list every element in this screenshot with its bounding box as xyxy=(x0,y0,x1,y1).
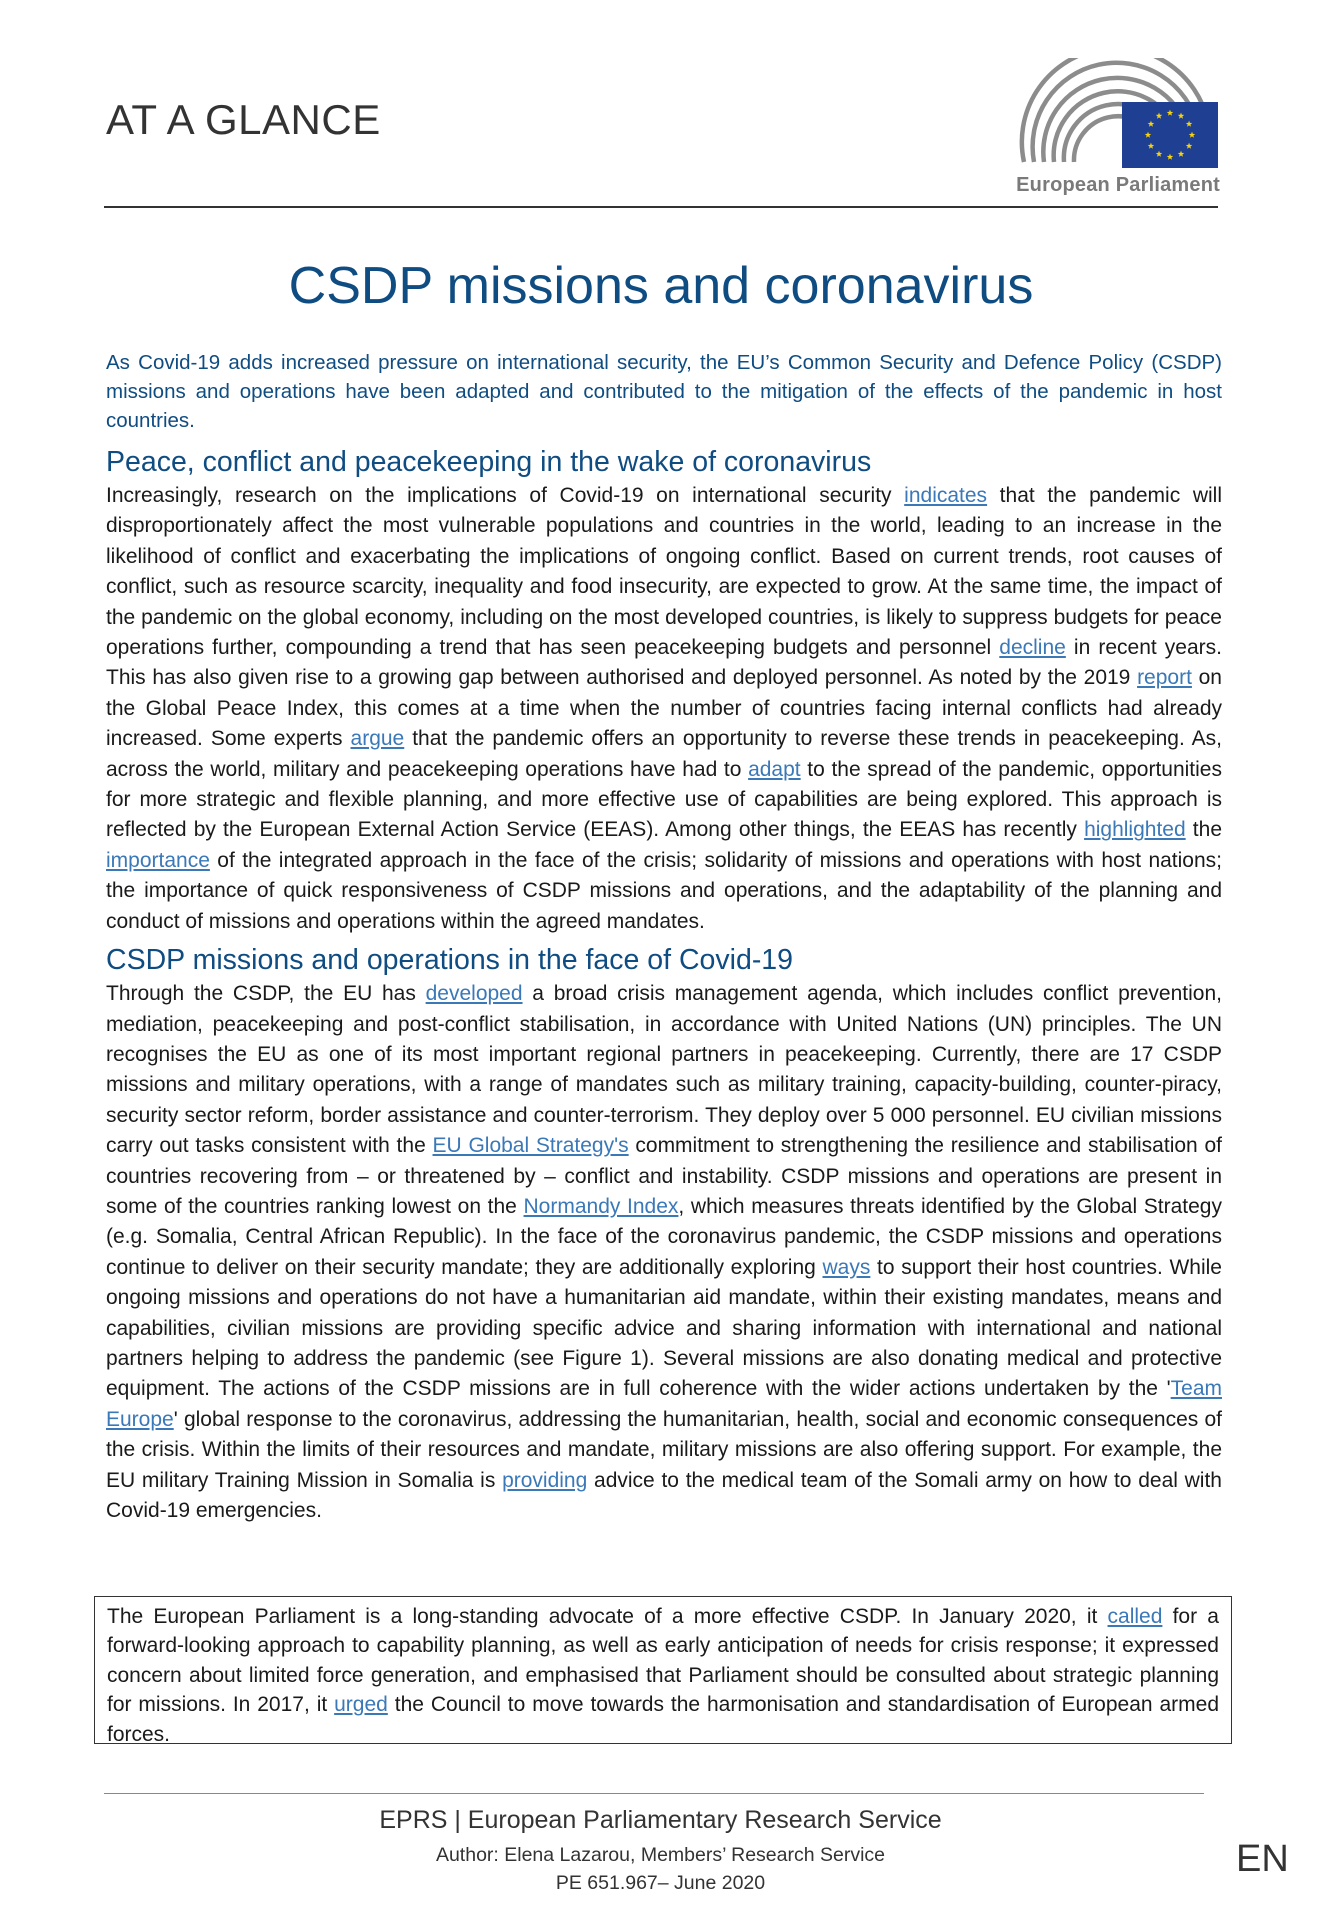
inline-link[interactable]: highlighted xyxy=(1084,818,1186,842)
inline-link[interactable]: decline xyxy=(999,636,1066,660)
inline-link[interactable]: urged xyxy=(334,1693,388,1717)
logo-text: European Parliament xyxy=(1016,174,1220,196)
inline-link[interactable]: indicates xyxy=(904,484,988,507)
parliament-position-box xyxy=(94,1596,1232,1744)
inline-link[interactable]: providing xyxy=(502,1468,588,1492)
text-run: commitment to strengthening the resilience and stabilisation of countries recovering from – or threatened by – conflict and instability. CSDP missions and operations are present in some of the countries ranking lowest on the xyxy=(106,1134,1222,1218)
text-run: the xyxy=(1185,818,1222,842)
footer-reference: PE 651.967– June 2020 xyxy=(555,1872,766,1894)
inline-link[interactable]: called xyxy=(1107,1605,1163,1628)
text-run: of the integrated approach in the face of the crisis; solidarity of missions and operations with host nations; the importance of quick responsiveness of CSDP missions and operations, and the adaptability of the planning and conduct of missions and operations within the agreed mandates. xyxy=(106,848,1222,933)
text-run: , which measures threats identified by the Global Strategy (e.g. Somalia, Central African Republic). In the face of the coronavirus pandemic, the CSDP missions and operations continue to deliver on their security mandate; they are additionally exploring xyxy=(106,1194,1222,1279)
inline-link[interactable]: report xyxy=(1137,666,1192,690)
main-content xyxy=(106,348,1222,1532)
section-paragraph-peace xyxy=(106,481,1222,937)
inline-link[interactable]: EU Global Strategy's xyxy=(432,1134,629,1158)
text-run: for a forward-looking approach to capability planning, as well as early anticipation of needs for crisis response; it expressed concern about limited force generation, and emphasised that Parliament should be consulted about strategic planning for missions. In 2017, it xyxy=(107,1605,1219,1717)
document-title: CSDP missions and coronavirus xyxy=(288,257,1034,315)
inline-link[interactable]: importance xyxy=(106,848,210,872)
text-run: that the pandemic offers an opportunity to reverse these trends in peacekeeping. As, across the world, military and peacekeeping operations have had to xyxy=(106,727,1222,781)
text-run: to the spread of the pandemic, opportunities for more strategic and flexible planning, and more effective use of capabilities are being explored. This approach is reflected by the European External Action Service (EEAS). Among other things, the EEAS has recently xyxy=(106,757,1222,842)
inline-link[interactable]: Team Europe xyxy=(106,1377,1222,1431)
european-parliament-logo xyxy=(1012,58,1220,203)
text-run: advice to the medical team of the Somali army on how to deal with Covid-19 emergencies. xyxy=(106,1468,1222,1522)
inline-link[interactable]: Normandy Index xyxy=(523,1194,679,1218)
inline-link[interactable]: adapt xyxy=(748,757,801,781)
section-paragraph-csdp xyxy=(106,979,1222,1526)
footer-divider xyxy=(104,1793,1204,1794)
text-run: a broad crisis management agenda, which includes conflict prevention, mediation, peacekeeping and post-conflict stabilisation, in accordance with United Nations (UN) principles. The UN recognises the EU as one of its most important regional partners in peacekeeping. Currently, there are 17 CSDP missions and military operations, with a range of mandates such as military training, capacity-building, counter-piracy, security sector reform, border assistance and counter-terrorism. They deploy over 5 000 personnel. EU civilian missions carry out tasks consistent with the xyxy=(106,982,1222,1158)
text-run: on the Global Peace Index, this comes at a time when the number of countries facing internal conflicts had already increased. Some experts xyxy=(106,666,1222,751)
text-run: to support their host countries. While ongoing missions and operations do not have a humanitarian aid mandate, within their existing mandates, means and capabilities, civilian missions are providing specific advice and sharing information with international and national partners helping to address the pandemic (see Figure 1). Several missions are also donating medical and protective equipment. The actions of the CSDP missions are in full coherence with the wider actions undertaken by the ' xyxy=(106,1255,1222,1401)
text-run: in recent years. This has also given rise to a growing gap between authorised and deployed personnel. As noted by the 2019 xyxy=(106,636,1222,690)
box-paragraph xyxy=(107,1602,1219,1749)
text-run: that the pandemic will disproportionately affect the most vulnerable populations and countries in the world, leading to an increase in the likelihood of conflict and exacerbating the implications of ongoing conflict. Based on current trends, root causes of conflict, such as resource scarcity, inequality and food insecurity, are expected to grow. At the same time, the impact of the pandemic on the global economy, including on the most developed countries, is likely to suppress budgets for peace operations further, compounding a trend that has seen peacekeeping budgets and personnel xyxy=(106,484,1222,660)
text-run: Through the CSDP, the EU has xyxy=(106,982,426,1006)
inline-link[interactable]: developed xyxy=(425,982,523,1006)
text-run: Increasingly, research on the implications of Covid-19 on international security xyxy=(106,484,905,507)
section-heading-peace: Peace, conflict and peacekeeping in the wake of coronavirus xyxy=(106,446,872,478)
language-code: EN xyxy=(1236,1838,1289,1880)
inline-link[interactable]: argue xyxy=(350,727,405,751)
header-divider xyxy=(104,206,1218,208)
text-run: ' global response to the coronavirus, addressing the humanitarian, health, social and economic consequences of the crisis. Within the limits of their resources and mandate, military missions are also offering support. For example, the EU military Training Mission in Somalia is xyxy=(106,1407,1222,1492)
footer-author: Author: Elena Lazarou, Members’ Research Service xyxy=(435,1844,886,1866)
text-run: The European Parliament is a long-standing advocate of a more effective CSDP. In January 2020, it xyxy=(107,1605,1108,1628)
section-heading-csdp: CSDP missions and operations in the face of Covid-19 xyxy=(106,944,794,977)
text-run: the Council to move towards the harmonisation and standardisation of European armed forces. xyxy=(107,1693,1219,1746)
lead-paragraph: As Covid-19 adds increased pressure on international security, the EU’s Common Security and Defence Policy (CSDP) missions and operations have been adapted and contributed to the mitigation of the effects of the pandemic in host countries. xyxy=(106,351,1222,432)
inline-link[interactable]: ways xyxy=(822,1255,871,1279)
hemicycle-icon xyxy=(1012,58,1220,173)
footer-organisation: EPRS | European Parliamentary Research Service xyxy=(379,1806,942,1834)
header-label: AT A GLANCE xyxy=(106,96,381,143)
